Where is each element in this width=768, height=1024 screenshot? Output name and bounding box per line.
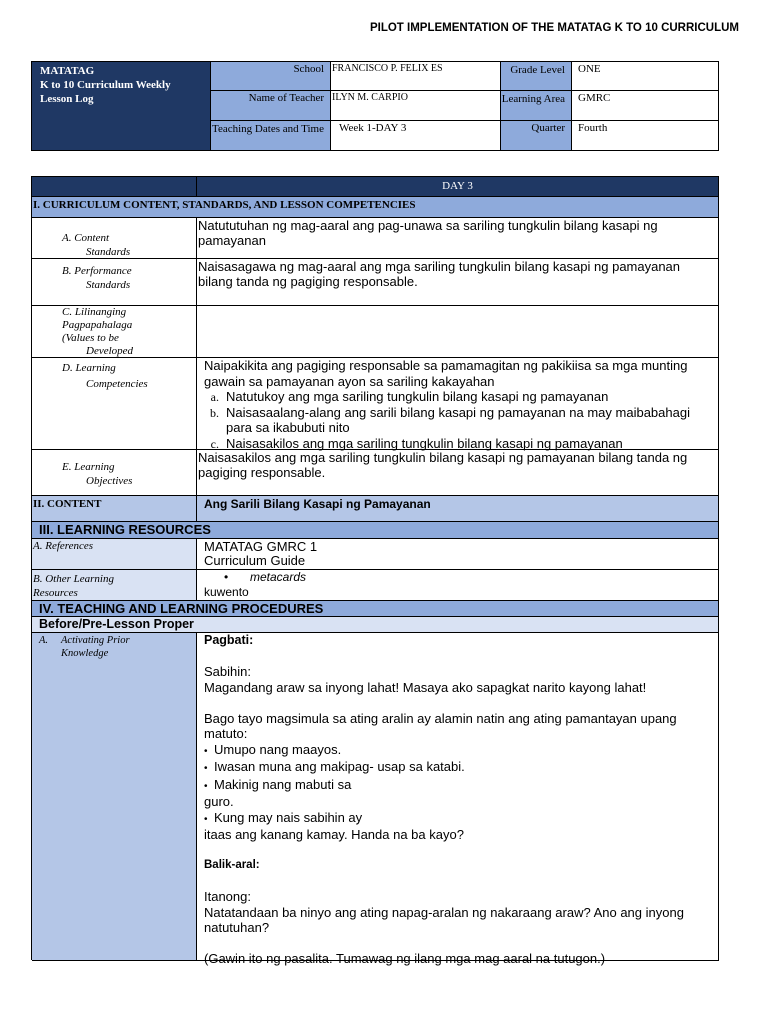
competencies-label: D. Learning Competencies [32, 358, 197, 450]
teacher-value: ILYN M. CARPIO [331, 91, 501, 121]
lesson-table [31, 176, 719, 966]
content-topic: Ang Sarili Bilang Kasapi ng Pamayanan [197, 496, 719, 522]
area-value: GMRC [572, 91, 719, 121]
quarter-label: Quarter [501, 121, 572, 151]
day-header-blank [32, 177, 197, 197]
area-label: Learning Area [501, 91, 572, 121]
activating-label: A. Activating Prior Knowledge [32, 633, 197, 961]
values-text [197, 306, 719, 358]
section-curriculum: I. CURRICULUM CONTENT, STANDARDS, AND LESSON COMPETENCIES [32, 197, 719, 218]
values-label: C. Lilinanging Pagpapahalaga (Values to be Developed [32, 306, 197, 358]
content-standards-text: Natututuhan ng mag-aaral ang pag-unawa sa sariling tungkulin bilang kasapi ng pamayanan [197, 218, 719, 259]
other-resources-label: B. Other Learning Resources [32, 570, 197, 601]
list-item: c. Naisasakilos ang mga sariling tungkulin bilang kasapi ng pamayanan [222, 436, 714, 452]
quarter-value: Fourth [572, 121, 719, 151]
dates-value: Week 1-DAY 3 [331, 121, 501, 151]
grade-label: Grade Level [501, 61, 572, 91]
school-label: School [211, 61, 331, 91]
competencies-list [204, 389, 714, 451]
list-item: b. Naisasaalang-alang ang sarili bilang kasapi ng pamayanan na may maibabahagi para sa ikabubuti nito [222, 405, 714, 436]
objectives-label: E. Learning Objectives [32, 450, 197, 496]
section-resources: III. LEARNING RESOURCES [32, 522, 719, 539]
grade-value: ONE [572, 61, 719, 91]
dates-label: Teaching Dates and Time [211, 121, 331, 151]
pilot-title: PILOT IMPLEMENTATION OF THE MATATAG K TO 10 CURRICULUM [369, 22, 739, 34]
teacher-label: Name of Teacher [211, 91, 331, 121]
section-procedures: IV. TEACHING AND LEARNING PROCEDURES [32, 601, 719, 617]
school-value: FRANCISCO P. FELIX ES [331, 61, 501, 91]
performance-standards-label: B. Performance Standards [32, 259, 197, 306]
list-item: a. Natutukoy ang mga sariling tungkulin bilang kasapi ng pamayanan [222, 389, 714, 405]
references-label: A. References [32, 539, 197, 570]
log-title: MATATAG K to 10 Curriculum Weekly Lesson Log [31, 61, 211, 151]
procedure-text: Pagbati: Sabihin: Magandang araw sa inyong lahat! Masaya ako sapagkat narito kayong lahat! Bago tayo magsimula sa ating aralin ay alamin natin ang ating pamantayan upang matuto: • Umupo nang maayos. • Iwasan muna ang makipag- usap sa katabi. • Makinig nang mabuti sa guro. • Kung may nais sabihin ay itaas ang kanang kamay. Handa na ba kayo? Balik-aral: Itanong: Natatandaan ba ninyo ang ating napag-aralan ng nakaraang araw? Ano ang inyong natutuhan? (Gawin ito ng pasalita. Tumawag ng ilang mga mag aaral na tutugon.) [197, 633, 719, 961]
objectives-text: Naisasakilos ang mga sariling tungkulin bilang kasapi ng pamayanan bilang tanda ng pagiging responsable. [197, 450, 719, 496]
performance-standards-text: Naisasagawa ng mag-aaral ang mga sariling tungkulin bilang kasapi ng pamayanan bilang tanda ng pagiging responsable. [197, 259, 719, 306]
header-table [31, 61, 719, 151]
content-standards-label: A. Content Standards [32, 218, 197, 259]
other-resources-text: • metacards kuwento [197, 570, 719, 601]
references-text: MATATAG GMRC 1 Curriculum Guide [197, 539, 719, 570]
section-content: II. CONTENT [32, 496, 197, 522]
day-header: DAY 3 [197, 177, 719, 197]
before-lesson-label: Before/Pre-Lesson Proper [32, 617, 719, 633]
competencies-text: Naipakikita ang pagiging responsable sa pamamagitan ng pakikiisa sa mga munting gawain sa pamayanan ayon sa sariling kakayahan a. Natutukoy ang mga sariling tungkulin bilang kasapi ng pamayanan b. Naisasaalang-alang ang sarili bilang kasapi ng pamayanan na may maibabahagi para sa ikabubuti nito c. Naisasakilos ang mga sariling tungkulin bilang kasapi ng pamayanan [197, 358, 719, 450]
